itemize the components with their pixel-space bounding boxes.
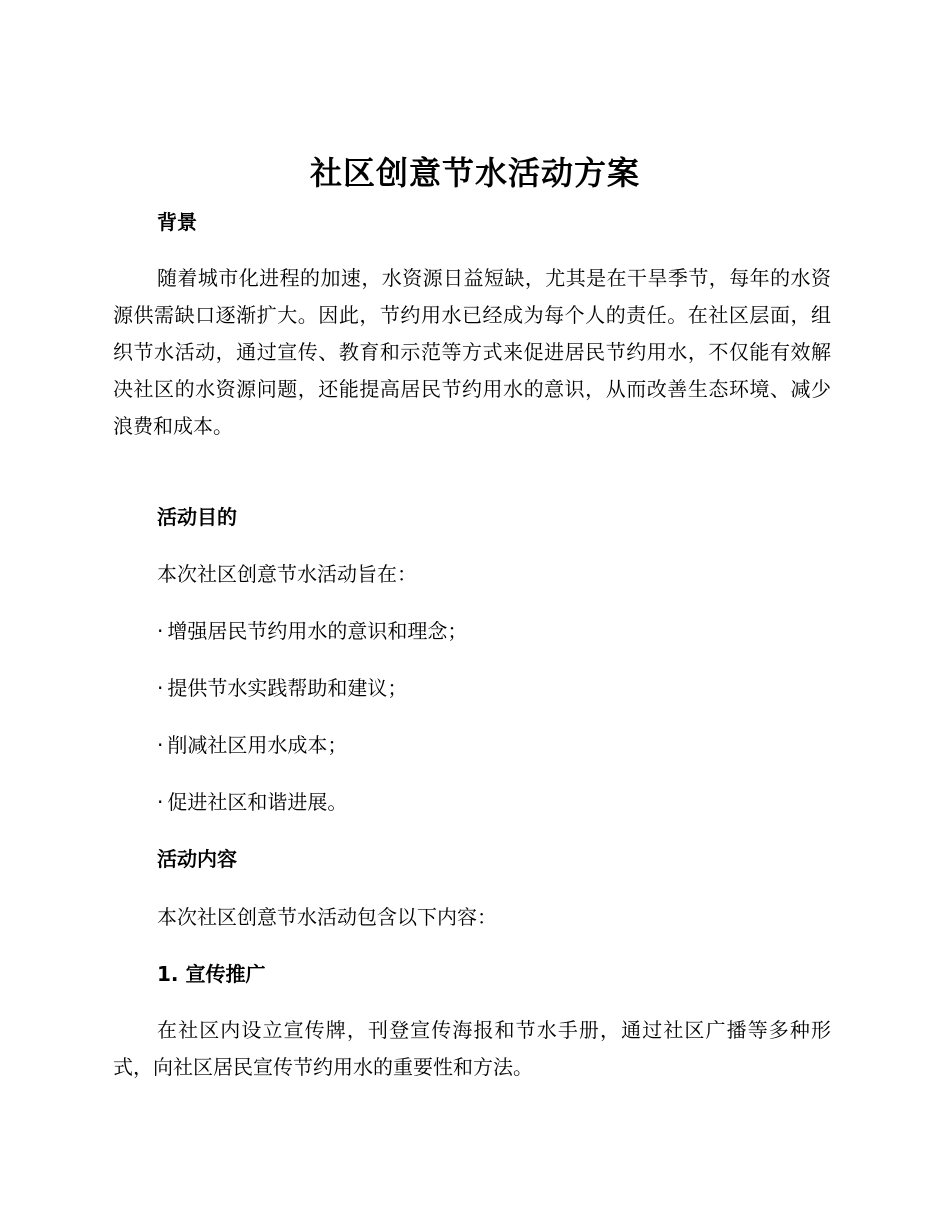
- heading-content: 活动内容: [157, 847, 237, 871]
- heading-background: 背景: [157, 210, 197, 234]
- content-intro: 本次社区创意节水活动包含以下内容：: [157, 905, 497, 929]
- document-title: 社区创意节水活动方案: [309, 154, 640, 192]
- bullet-icon: ·: [157, 733, 164, 757]
- bullet-icon: ·: [157, 619, 164, 643]
- bullet-icon: ·: [157, 676, 164, 700]
- purpose-intro: 本次社区创意节水活动旨在：: [157, 562, 417, 586]
- list-item: [157, 674, 407, 702]
- paragraph-background: 随着城市化进程的加速，水资源日益短缺，尤其是在干旱季节，每年的水资源供需缺口逐渐扩大。因此，节约用水已经成为每个人的责任。在社区层面，组织节水活动，通过宣传、教育和示范等方式来促进居民节约用水，不仅能有效解决社区的水资源问题，还能提高居民节约用水的意识，从而改善生态环境、减少浪费和成本。: [113, 266, 831, 438]
- list-item: [157, 731, 347, 759]
- list-item-text: 提供节水实践帮助和建议；: [167, 676, 408, 700]
- heading-purpose: 活动目的: [157, 505, 237, 529]
- list-item-text: 促进社区和谐进展。: [167, 790, 348, 814]
- list-item: [157, 788, 347, 816]
- list-item-text: 增强居民节约用水的意识和理念；: [167, 619, 468, 643]
- list-item-text: 削减社区用水成本；: [167, 733, 348, 757]
- list-item: [157, 617, 467, 645]
- paragraph-promotion: 在社区内设立宣传牌，刊登宣传海报和节水手册，通过社区广播等多种形式，向社区居民宣传节约用水的重要性和方法。: [113, 1018, 831, 1079]
- subheading-promotion: 1. 宣传推广: [157, 962, 266, 986]
- bullet-icon: ·: [157, 790, 164, 814]
